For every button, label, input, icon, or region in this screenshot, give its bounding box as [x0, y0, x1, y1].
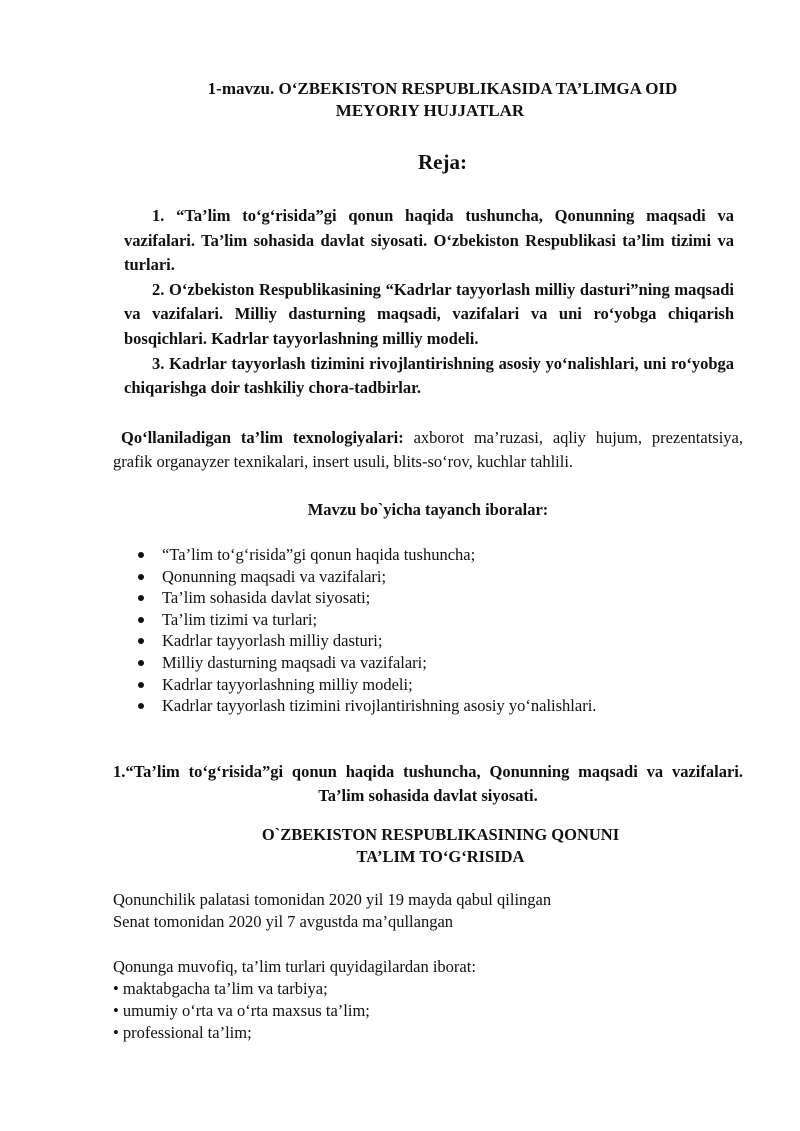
page-title-line-1: 1-mavzu. O‘ZBEKISTON RESPUBLIKASIDA TA’LIMGA OID	[207, 79, 678, 98]
bullet-icon	[138, 595, 144, 601]
plan-list	[124, 204, 734, 401]
bullet-icon	[138, 682, 144, 688]
list-item	[136, 695, 596, 717]
list-item	[136, 609, 596, 631]
plan-item-2: 2. O‘zbekiston Respublikasining “Kadrlar tayyorlash milliy dasturi”ning maqsadi va vazifalari. Milliy dasturning maqsadi, vazifalari va uni ro‘yobga chiqarish bosqichlari. Kadrlar tayyorlashning milliy modeli.	[124, 279, 734, 348]
law-title-line-2: TA’LIM TO‘G‘RISIDA	[356, 847, 525, 866]
section-heading: 1.“Ta’lim to‘g‘risida”gi qonun haqida tushuncha, Qonunning maqsadi va vazifalari. Ta’lim sohasida davlat siyosati.	[113, 762, 743, 805]
adoption-info	[113, 889, 753, 933]
keyword-text: Kadrlar tayyorlash tizimini rivojlantirishning asosiy yo‘nalishlari.	[162, 696, 597, 716]
education-types-intro: Qonunga muvofiq, ta’lim turlari quyidagilardan iborat:	[113, 957, 476, 976]
keywords-list	[136, 544, 596, 717]
list-item	[136, 566, 596, 588]
bullet-icon	[138, 703, 144, 709]
bullet-icon	[138, 660, 144, 666]
education-type-item: • professional ta’lim;	[113, 1023, 252, 1042]
page-title-line-2: MEYORIY HUJJATLAR	[335, 101, 525, 120]
list-item	[136, 674, 596, 696]
keyword-text: Qonunning maqsadi va vazifalari;	[162, 566, 387, 586]
plan-heading: Reja:	[418, 150, 467, 174]
keyword-text: Milliy dasturning maqsadi va vazifalari;	[162, 652, 427, 672]
bullet-icon	[138, 617, 144, 623]
technologies-paragraph	[113, 426, 743, 474]
list-item	[136, 630, 596, 652]
law-title	[113, 824, 743, 868]
bullet-icon	[138, 574, 144, 580]
keyword-text: Kadrlar tayyorlashning milliy modeli;	[162, 674, 413, 694]
education-type-item: • umumiy o‘rta va o‘rta maxsus ta’lim;	[113, 1001, 370, 1020]
plan-item-3: 3. Kadrlar tayyorlash tizimini rivojlantirishning asosiy yo‘nalishlari, uni ro‘yobga chiqarishga doir tashkiliy chora-tadbirlar.	[124, 353, 734, 398]
keyword-text: “Ta’lim to‘g‘risida”gi qonun haqida tushuncha;	[162, 545, 476, 564]
list-item	[136, 652, 596, 674]
education-type-item: • maktabgacha ta’lim va tarbiya;	[113, 979, 328, 998]
page-title	[120, 78, 740, 122]
list-item	[136, 544, 596, 566]
adoption-line-1: Qonunchilik palatasi tomonidan 2020 yil 19 mayda qabul qilingan	[113, 890, 552, 909]
keywords-heading: Mavzu bo`yicha tayanch iboralar:	[307, 500, 549, 519]
bullet-icon	[138, 638, 144, 644]
technologies-text: axborot ma’ruzasi, aqliy hujum, prezentatsiya, grafik organayzer texnikalari, insert usuli, blits-so‘rov, kuchlar tahlili.	[113, 428, 743, 471]
adoption-line-2: Senat tomonidan 2020 yil 7 avgustda ma’qullangan	[113, 912, 454, 931]
education-types	[113, 956, 753, 1044]
technologies-label: Qo‘llaniladigan ta’lim texnologiyalari:	[121, 428, 404, 447]
list-item	[136, 587, 596, 609]
plan-item-1: 1. “Ta’lim to‘g‘risida”gi qonun haqida tushuncha, Qonunning maqsadi va vazifalari. Ta’lim sohasida davlat siyosati. O‘zbekiston Respublikasi ta’lim tizimi va turlari.	[124, 206, 734, 275]
keyword-text: Kadrlar tayyorlash milliy dasturi;	[162, 631, 383, 651]
law-title-line-1: O`ZBEKISTON RESPUBLIKASINING QONUNI	[261, 825, 620, 844]
bullet-icon	[138, 552, 144, 558]
keyword-text: Ta’lim tizimi va turlari;	[162, 609, 318, 629]
keyword-text: Ta’lim sohasida davlat siyosati;	[162, 588, 371, 608]
